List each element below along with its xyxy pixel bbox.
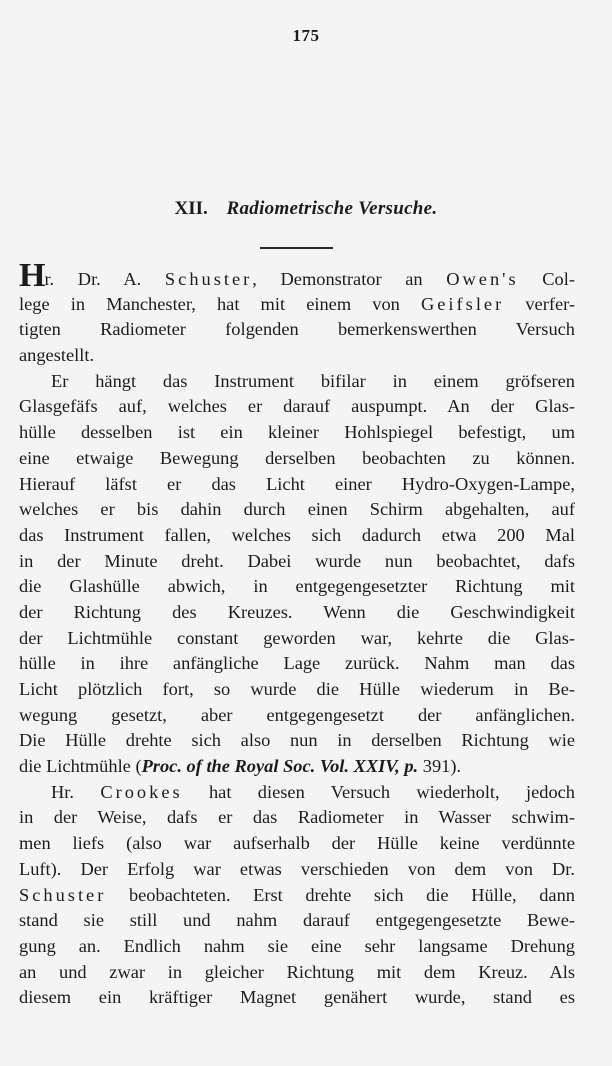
- text-line: [19, 600, 575, 626]
- text-run: men liefs (also war aufserhalb der Hülle keine verdünnte: [19, 833, 575, 854]
- text-run: die Lichtmühle (: [19, 756, 142, 777]
- drop-cap: H: [19, 257, 45, 294]
- text-run: r. Dr. A.: [44, 269, 165, 289]
- text-run: , Demonstrator an: [252, 269, 447, 289]
- text-line: [19, 805, 575, 831]
- text-run: hat diesen Versuch wiederholt, jedoch: [182, 781, 575, 802]
- paragraph: [19, 257, 575, 369]
- text-line: [19, 677, 575, 703]
- text-run: Licht plötzlich fort, so wurde die Hülle wiederum in Be-: [19, 679, 575, 699]
- paragraph: [19, 780, 575, 1011]
- text-run: der Richtung des Kreuzes. Wenn die Geschwindigkeit: [19, 601, 575, 622]
- text-run: Col-: [518, 269, 575, 289]
- text-line: [19, 446, 575, 472]
- text-run: angestellt.: [19, 345, 95, 366]
- text-run: der Lichtmühle constant geworden war, kehrte die Glas-: [19, 627, 575, 648]
- text-line: [19, 497, 575, 523]
- name-emphasis: Schuster: [164, 269, 253, 289]
- text-line: [19, 292, 575, 318]
- text-line: [19, 728, 575, 754]
- text-run: Die Hülle drehte sich also nun in derselben Richtung wie: [19, 730, 575, 751]
- text-run: gung an. Endlich nahm sie eine sehr langsame Drehung: [19, 935, 575, 956]
- text-line: [19, 883, 575, 909]
- text-line: [19, 626, 575, 652]
- text-line: [19, 420, 575, 446]
- text-line: [19, 703, 575, 729]
- text-line: [19, 908, 575, 934]
- text-run: hülle desselben ist ein kleiner Hohlspiegel befestigt, um: [19, 422, 575, 443]
- text-line: [19, 780, 575, 806]
- text-line: [19, 651, 575, 677]
- text-line: [19, 257, 575, 294]
- text-line: [19, 394, 575, 420]
- text-line: [19, 960, 575, 986]
- citation: Proc. of the Royal Soc. Vol. XXIV, p.: [141, 756, 419, 777]
- text-line: [19, 831, 575, 857]
- name-emphasis: Geifsler: [420, 293, 505, 314]
- text-run: diesem ein kräftiger Magnet genähert wurde, stand es: [19, 987, 575, 1008]
- body-text: [19, 257, 575, 1011]
- text-line: [19, 343, 575, 369]
- text-line: [19, 574, 575, 600]
- text-run: eine etwaige Bewegung derselben beobachten zu können.: [19, 447, 575, 468]
- paragraph: [19, 369, 575, 780]
- name-emphasis: Schuster: [19, 884, 107, 905]
- section-number: XII.: [174, 198, 208, 219]
- text-run: die Glashülle abwich, in entgegengesetzter Richtung mit: [19, 576, 575, 597]
- title-rule: [260, 247, 333, 249]
- text-line: [19, 985, 575, 1011]
- text-run: Luft). Der Erfolg war etwas verschieden von dem von Dr.: [19, 858, 575, 879]
- text-line: [19, 549, 575, 575]
- text-run: 391).: [418, 756, 462, 777]
- text-run: stand sie still und nahm darauf entgegengesetzte Bewe-: [19, 910, 575, 931]
- name-emphasis: Owen's: [446, 269, 519, 289]
- page-number: 175: [292, 26, 320, 45]
- text-run: in der Weise, dafs er das Radiometer in Wasser schwim-: [19, 807, 575, 828]
- text-run: an und zwar in gleicher Richtung mit dem Kreuz. Als: [19, 961, 575, 982]
- text-line: [19, 934, 575, 960]
- text-line: [19, 472, 575, 498]
- text-run: Hr.: [51, 781, 101, 802]
- text-run: tigten Radiometer folgenden bemerkenswerthen Versuch: [19, 319, 575, 340]
- text-run: in der Minute dreht. Dabei wurde nun beobachtet, dafs: [19, 550, 575, 571]
- text-run: Er hängt das Instrument bifilar in einem gröfseren: [51, 370, 575, 391]
- text-run: hülle in ihre anfängliche Lage zurück. Nahm man das: [19, 653, 575, 674]
- text-run: welches er bis dahin durch einen Schirm abgehalten, auf: [19, 499, 575, 520]
- section-heading: [0, 198, 612, 220]
- text-run: Glasgefäfs auf, welches er darauf auspumpt. An der Glas-: [19, 396, 575, 417]
- text-run: Hierauf läfst er das Licht einer Hydro-Oxygen-Lampe,: [19, 473, 575, 494]
- text-line: [19, 857, 575, 883]
- text-line: [19, 523, 575, 549]
- text-run: das Instrument fallen, welches sich dadurch etwa 200 Mal: [19, 524, 575, 545]
- section-title: Radiometrische Versuche.: [226, 198, 438, 219]
- text-run: verfer-: [504, 293, 575, 314]
- text-run: beobachteten. Erst drehte sich die Hülle, dann: [106, 884, 575, 905]
- text-run: wegung gesetzt, aber entgegengesetzt der anfänglichen.: [19, 704, 575, 725]
- name-emphasis: Crookes: [100, 781, 183, 802]
- text-line: [19, 754, 575, 780]
- text-line: [19, 317, 575, 343]
- text-line: [19, 369, 575, 395]
- text-run: lege in Manchester, hat mit einem von: [19, 293, 421, 314]
